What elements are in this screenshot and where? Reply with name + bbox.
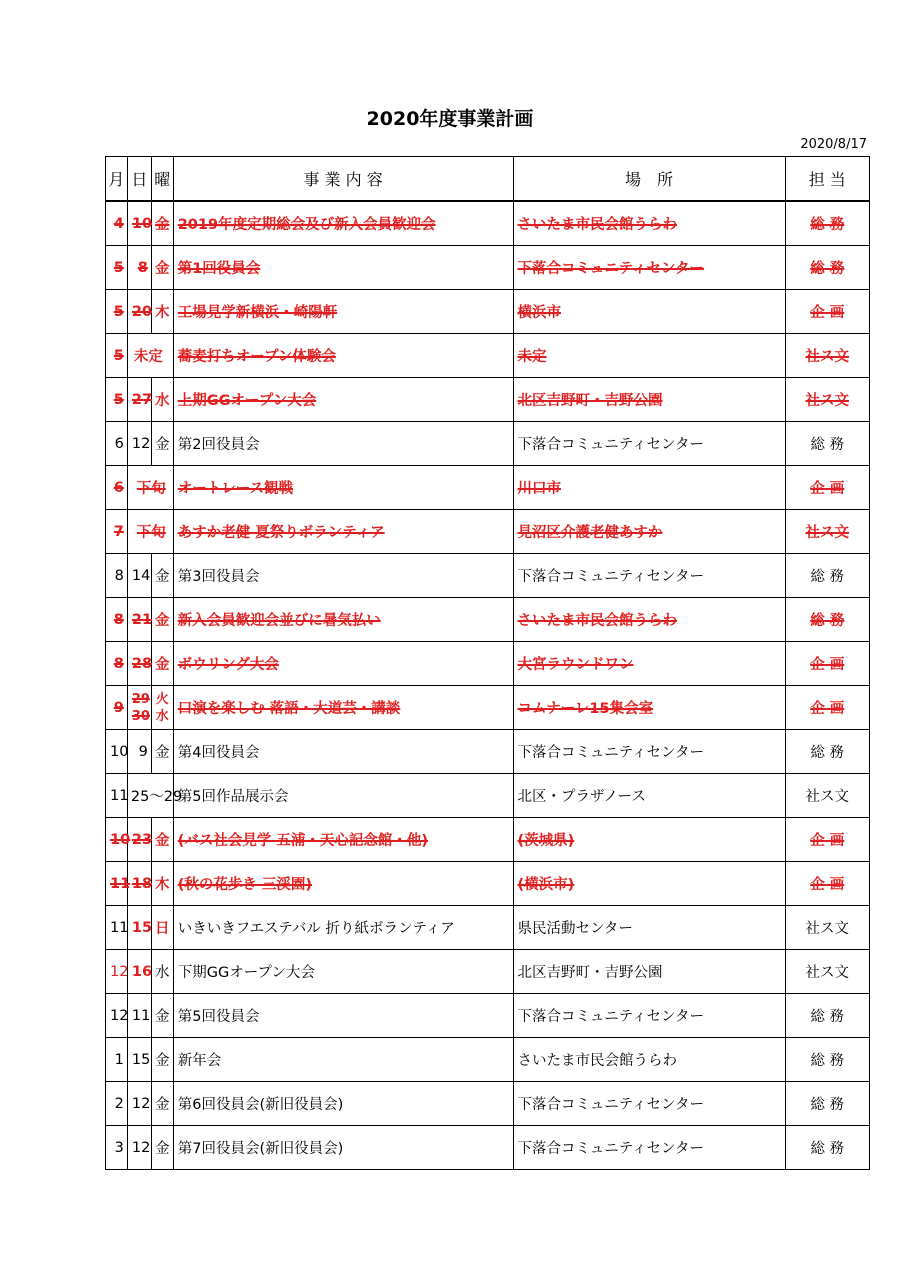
cell-charge: 企 画 [785, 642, 869, 686]
table-row [106, 686, 870, 730]
cell-place: 北区吉野町・吉野公園 [513, 950, 785, 994]
table-row [106, 1126, 870, 1170]
cell-month: 5 [106, 246, 128, 290]
cell-month: 1 [106, 1038, 128, 1082]
cell-dow: 金 [151, 730, 173, 774]
cell-content: 新年会 [173, 1038, 513, 1082]
cell-place: 下落合コミュニティセンター [513, 730, 785, 774]
cell-day: 16 [127, 950, 151, 994]
table-row [106, 950, 870, 994]
cell-dow: 金 [151, 994, 173, 1038]
cell-month: 8 [106, 642, 128, 686]
header-charge: 担 当 [785, 157, 869, 202]
page-title: 2020年度事業計画 [366, 108, 534, 130]
cell-place: 北区・プラザノース [513, 774, 785, 818]
cell-month: 11 [106, 774, 128, 818]
cell-content: 2019年度定期総会及び新入会員歓迎会 [173, 201, 513, 246]
cell-day: 11 [127, 994, 151, 1038]
cell-place: 川口市 [513, 466, 785, 510]
table-row [106, 1038, 870, 1082]
header-month: 月 [106, 157, 128, 202]
cell-content: 第5回役員会 [173, 994, 513, 1038]
cell-content: いきいきフエステバル 折り紙ボランティア [173, 906, 513, 950]
table-row [106, 554, 870, 598]
cell-day: 18 [127, 862, 151, 906]
cell-day: 9 [127, 730, 151, 774]
cell-dow: 水 [151, 378, 173, 422]
cell-charge: 総 務 [785, 994, 869, 1038]
cell-dow: 金 [151, 1082, 173, 1126]
cell-day: 20 [127, 290, 151, 334]
header-content: 事 業 内 容 [173, 157, 513, 202]
table-row [106, 466, 870, 510]
cell-place: 下落合コミュニティセンター [513, 554, 785, 598]
table-row [106, 818, 870, 862]
table-header-row [106, 157, 870, 202]
cell-content: 第6回役員会(新旧役員会) [173, 1082, 513, 1126]
table-row [106, 774, 870, 818]
cell-charge: 社ス文 [785, 334, 869, 378]
cell-charge: 総 務 [785, 201, 869, 246]
cell-content: オートレース観戦 [173, 466, 513, 510]
cell-place: 県民活動センター [513, 906, 785, 950]
cell-content: (秋の花歩き 三渓園) [173, 862, 513, 906]
table-row [106, 994, 870, 1038]
cell-dow: 金 [151, 598, 173, 642]
cell-charge: 企 画 [785, 818, 869, 862]
cell-month: 10 [106, 730, 128, 774]
cell-content: 口演を楽しむ 落語・大道芸・講談 [173, 686, 513, 730]
cell-charge: 総 務 [785, 598, 869, 642]
header-dow: 曜 [151, 157, 173, 202]
cell-month: 6 [106, 466, 128, 510]
cell-day-dow: 25〜29 [127, 774, 173, 818]
cell-day-dow: 下旬 [127, 466, 173, 510]
table-row [106, 598, 870, 642]
cell-month: 12 [106, 994, 128, 1038]
cell-dow: 木 [151, 290, 173, 334]
cell-day-dow: 未定 [127, 334, 173, 378]
cell-content: 下期GGオープン大会 [173, 950, 513, 994]
table-row [106, 422, 870, 466]
cell-day-dow: 下旬 [127, 510, 173, 554]
cell-dow: 日 [151, 906, 173, 950]
cell-place: さいたま市民会館うらわ [513, 1038, 785, 1082]
cell-place: コムナーレ15集会室 [513, 686, 785, 730]
cell-charge: 社ス文 [785, 906, 869, 950]
table-row [106, 510, 870, 554]
cell-place: (横浜市) [513, 862, 785, 906]
cell-day: 28 [127, 642, 151, 686]
cell-content: ボウリング大会 [173, 642, 513, 686]
table-row [106, 1082, 870, 1126]
table-row [106, 642, 870, 686]
table-row [106, 246, 870, 290]
table-row [106, 378, 870, 422]
cell-day: 27 [127, 378, 151, 422]
cell-place: (茨城県) [513, 818, 785, 862]
cell-place: 未定 [513, 334, 785, 378]
cell-charge: 総 務 [785, 1038, 869, 1082]
cell-charge: 企 画 [785, 686, 869, 730]
cell-month: 2 [106, 1082, 128, 1126]
cell-month: 3 [106, 1126, 128, 1170]
cell-content: 第4回役員会 [173, 730, 513, 774]
cell-content: 上期GGオープン大会 [173, 378, 513, 422]
cell-month: 7 [106, 510, 128, 554]
cell-place: 下落合コミュニティセンター [513, 1126, 785, 1170]
cell-content: 工場見学新横浜・崎陽軒 [173, 290, 513, 334]
table-row [106, 334, 870, 378]
cell-month: 9 [106, 686, 128, 730]
cell-dow: 金 [151, 201, 173, 246]
cell-charge: 総 務 [785, 1126, 869, 1170]
cell-charge: 企 画 [785, 466, 869, 510]
cell-month: 6 [106, 422, 128, 466]
cell-content: 第5回作品展示会 [173, 774, 513, 818]
cell-charge: 総 務 [785, 422, 869, 466]
cell-content: あすか老健 夏祭りボランティア [173, 510, 513, 554]
cell-month: 4 [106, 201, 128, 246]
cell-charge: 社ス文 [785, 950, 869, 994]
cell-charge: 総 務 [785, 246, 869, 290]
cell-charge: 総 務 [785, 1082, 869, 1126]
cell-content: 新入会員歓迎会並びに暑気払い [173, 598, 513, 642]
cell-day: 12 [127, 422, 151, 466]
cell-day: 29 30 [127, 686, 151, 730]
cell-charge: 企 画 [785, 290, 869, 334]
cell-place: 下落合コミュニティセンター [513, 246, 785, 290]
cell-day: 23 [127, 818, 151, 862]
schedule-table [105, 156, 870, 1170]
cell-month: 12 [106, 950, 128, 994]
table-row [106, 906, 870, 950]
cell-month: 8 [106, 554, 128, 598]
cell-month: 11 [106, 906, 128, 950]
cell-dow: 水 [151, 950, 173, 994]
cell-charge: 社ス文 [785, 510, 869, 554]
cell-content: 第7回役員会(新旧役員会) [173, 1126, 513, 1170]
cell-month: 8 [106, 598, 128, 642]
cell-day: 14 [127, 554, 151, 598]
cell-dow: 金 [151, 422, 173, 466]
cell-content: 第3回役員会 [173, 554, 513, 598]
cell-month: 11 [106, 862, 128, 906]
cell-day: 12 [127, 1082, 151, 1126]
cell-place: 北区吉野町・吉野公園 [513, 378, 785, 422]
cell-place: さいたま市民会館うらわ [513, 201, 785, 246]
cell-charge: 社ス文 [785, 774, 869, 818]
cell-day: 15 [127, 906, 151, 950]
cell-month: 5 [106, 334, 128, 378]
cell-day: 10 [127, 201, 151, 246]
cell-place: 下落合コミュニティセンター [513, 422, 785, 466]
cell-charge: 企 画 [785, 862, 869, 906]
document-date: 2020/8/17 [800, 137, 867, 152]
cell-place: 下落合コミュニティセンター [513, 994, 785, 1038]
cell-content: (バス社会見学 五浦・天心記念館・他) [173, 818, 513, 862]
cell-month: 5 [106, 378, 128, 422]
table-row [106, 290, 870, 334]
cell-dow: 火 水 [151, 686, 173, 730]
cell-dow: 木 [151, 862, 173, 906]
cell-month: 5 [106, 290, 128, 334]
cell-charge: 総 務 [785, 554, 869, 598]
cell-place: 見沼区介護老健あすか [513, 510, 785, 554]
cell-dow: 金 [151, 818, 173, 862]
cell-day: 12 [127, 1126, 151, 1170]
cell-charge: 総 務 [785, 730, 869, 774]
cell-charge: 社ス文 [785, 378, 869, 422]
cell-day: 15 [127, 1038, 151, 1082]
cell-dow: 金 [151, 1038, 173, 1082]
cell-content: 第1回役員会 [173, 246, 513, 290]
cell-dow: 金 [151, 642, 173, 686]
cell-dow: 金 [151, 1126, 173, 1170]
cell-dow: 金 [151, 246, 173, 290]
cell-place: 下落合コミュニティセンター [513, 1082, 785, 1126]
header-day: 日 [127, 157, 151, 202]
cell-content: 第2回役員会 [173, 422, 513, 466]
table-row [106, 862, 870, 906]
table-row [106, 730, 870, 774]
cell-dow: 金 [151, 554, 173, 598]
cell-place: 横浜市 [513, 290, 785, 334]
cell-content: 蕎麦打ちオープン体験会 [173, 334, 513, 378]
cell-month: 10 [106, 818, 128, 862]
cell-place: さいたま市民会館うらわ [513, 598, 785, 642]
header-place: 場 所 [513, 157, 785, 202]
cell-day: 21 [127, 598, 151, 642]
cell-day: 8 [127, 246, 151, 290]
cell-place: 大宮ラウンドワン [513, 642, 785, 686]
table-row [106, 201, 870, 246]
